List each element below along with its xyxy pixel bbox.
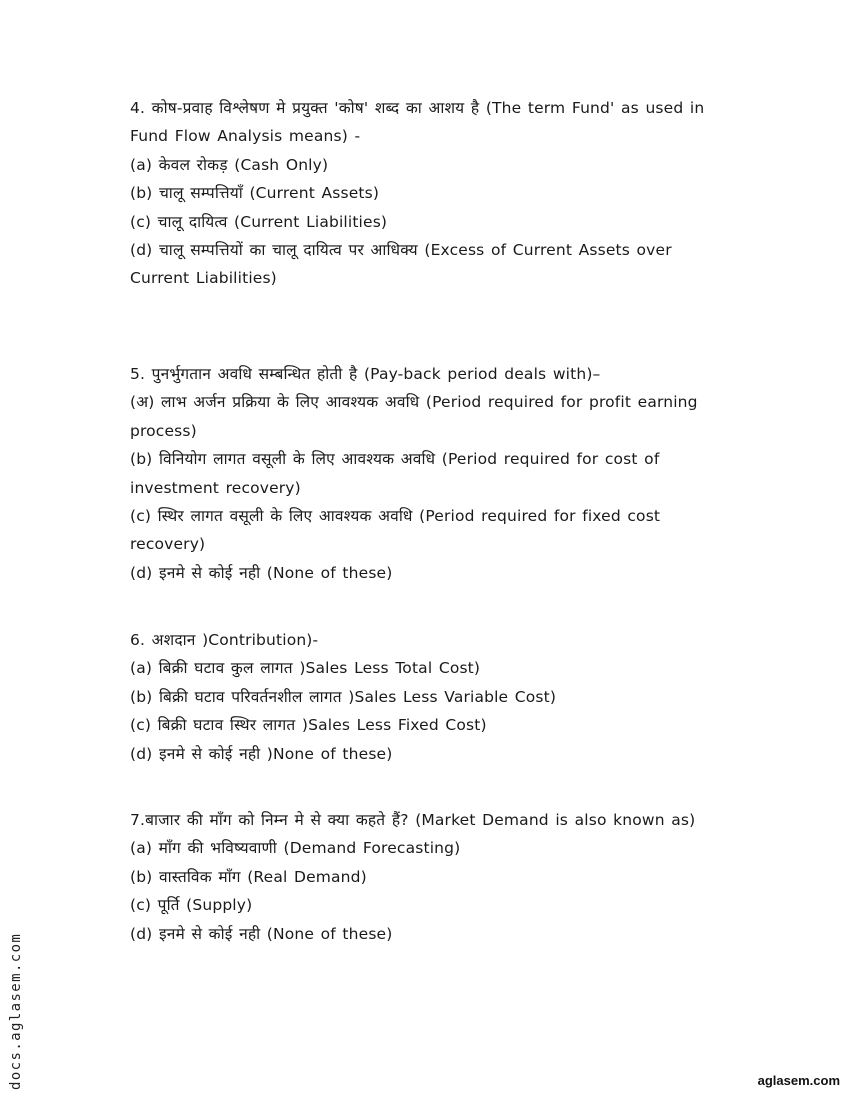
question-4: [130, 94, 730, 293]
question-6: [130, 626, 730, 768]
question-stem: 5. पुनर्भुगतान अवधि सम्बन्धित होती है (Pay-back period deals with)–: [130, 365, 601, 383]
option-b: (b) विनियोग लागत वसूली के लिए आवश्यक अवधि (Period required for cost of investment recovery): [130, 450, 660, 497]
option-c: (c) पूर्ति (Supply): [130, 896, 253, 915]
option-b: (b) बिक्री घटाव परिवर्तनशील लागत )Sales Less Variable Cost): [130, 687, 557, 706]
option-d: (d) इनमे से कोई नही (None of these): [130, 563, 393, 582]
option-d: (d) इनमे से कोई नही )None of these): [130, 744, 393, 763]
option-b: (b) वास्तविक माँग (Real Demand): [130, 867, 367, 886]
option-a: (a) केवल रोकड़ (Cash Only): [130, 155, 329, 174]
option-c: (c) बिक्री घटाव स्थिर लागत )Sales Less Fixed Cost): [130, 716, 487, 735]
question-7: [130, 806, 730, 948]
option-d: (d) चालू सम्पत्तियों का चालू दायित्व पर आधिक्य (Excess of Current Assets over Current Liabilities): [130, 241, 672, 288]
option-a: (अ) लाभ अर्जन प्रक्रिया के लिए आवश्यक अवधि (Period required for profit earning process): [130, 393, 698, 440]
option-c: (c) स्थिर लागत वसूली के लिए आवश्यक अवधि (Period required for fixed cost recovery): [130, 507, 661, 554]
question-5: [130, 360, 730, 587]
question-stem: 4. कोष-प्रवाह विश्लेषण मे प्रयुक्त 'कोष' शब्द का आशय है (The term Fund' as used in Fund Flow Analysis means) -: [130, 99, 705, 146]
option-c: (c) चालू दायित्व (Current Liabilities): [130, 212, 388, 231]
side-watermark: docs.aglasem.com: [8, 932, 24, 1090]
option-a: (a) माँग की भविष्यवाणी (Demand Forecasting): [130, 839, 461, 858]
option-d: (d) इनमे से कोई नही (None of these): [130, 924, 393, 943]
footer-brand: aglasem.com: [757, 1073, 840, 1088]
option-b: (b) चालू सम्पत्तियाँ (Current Assets): [130, 184, 380, 203]
question-stem: 7.बाजार की माँग को निम्न मे से क्या कहते हैं? (Market Demand is also known as): [130, 811, 696, 829]
question-stem: 6. अशदान )Contribution)-: [130, 631, 319, 649]
option-a: (a) बिक्री घटाव कुल लागत )Sales Less Total Cost): [130, 659, 481, 678]
